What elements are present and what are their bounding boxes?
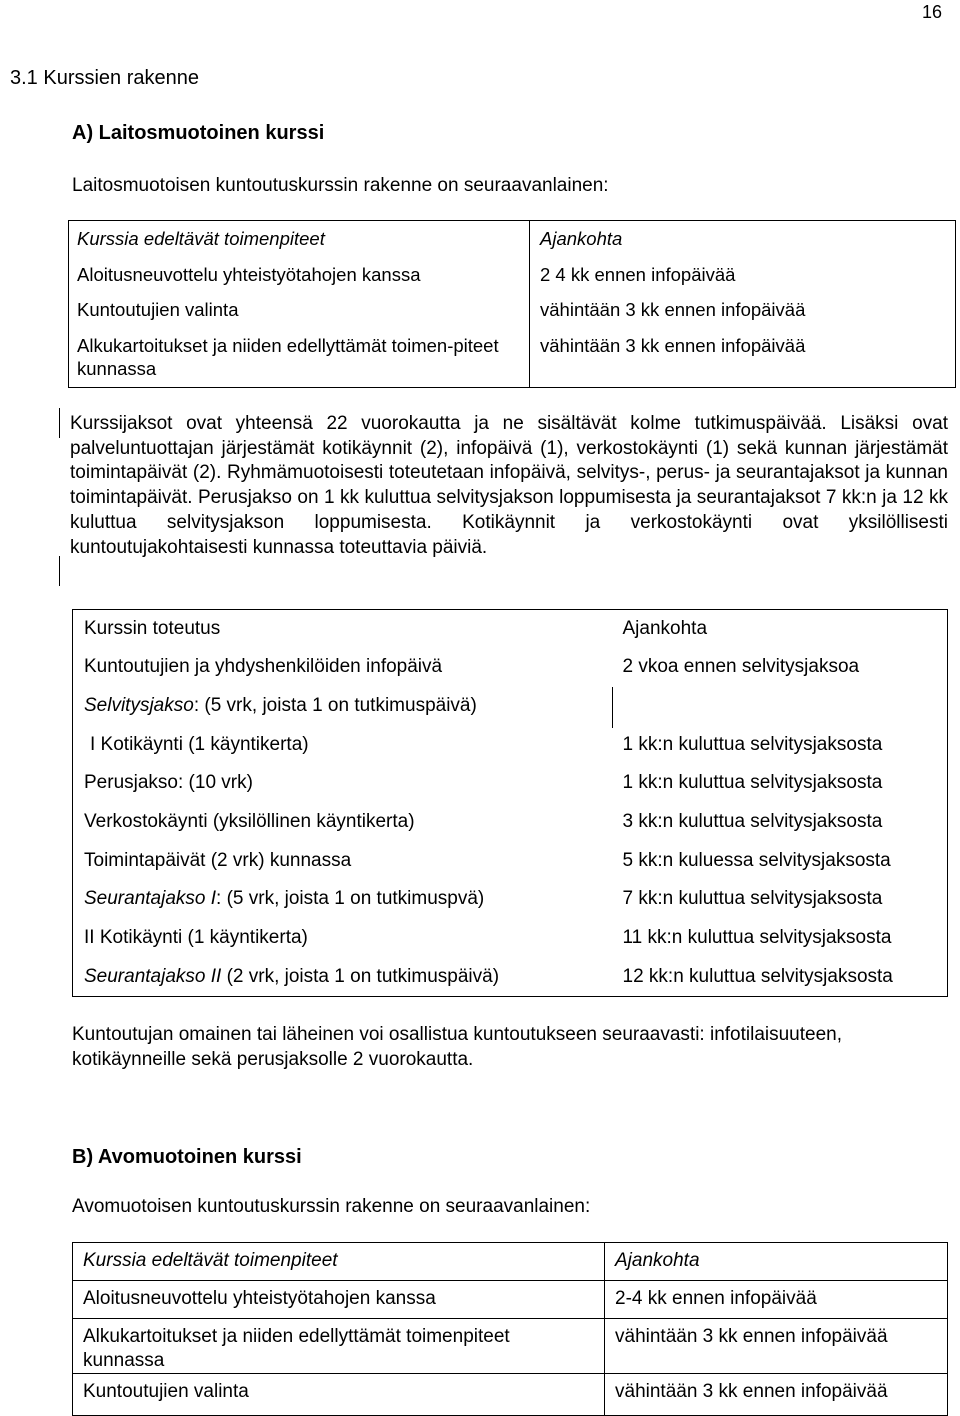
period-detail: (2 vrk, joista 1 on tutkimuspäivä)	[221, 965, 500, 987]
period-name: Selvitysjakso	[84, 694, 194, 716]
table-cell: Kuntoutujien valinta	[69, 294, 530, 329]
period-detail: : (5 vrk, joista 1 on tutkimuspäivä)	[193, 694, 477, 716]
part-b-intro: Avomuotoisen kuntoutuskurssin rakenne on seuraavanlainen:	[72, 1196, 591, 1217]
period-detail: : (5 vrk, joista 1 on tutkimuspvä)	[216, 888, 485, 910]
table-row	[73, 764, 948, 803]
table-cell: Toimintapäivät (2 vrk) kunnassa	[84, 849, 352, 871]
table-header-cell: Kurssin toteutus	[84, 618, 221, 639]
table-cell: 3 kk:n kuluttua selvitysjaksosta	[622, 810, 883, 832]
table-cell: Perusjakso: (10 vrk)	[84, 772, 253, 794]
period-name: Seurantajakso I	[84, 888, 217, 910]
table-cell: 2-4 kk ennen infopäivää	[605, 1281, 948, 1319]
table-header-cell: Ajankohta	[605, 1243, 948, 1281]
table-cell	[73, 958, 613, 997]
table-cell	[73, 880, 613, 919]
part-b-heading: B) Avomuotoinen kurssi	[72, 1146, 302, 1168]
table-row	[73, 648, 948, 687]
table-pre-course-b	[72, 1242, 948, 1416]
table-cell: Kuntoutujien valinta	[73, 1374, 605, 1416]
table-row	[69, 294, 956, 329]
table-cell: Aloitusneuvottelu yhteistyötahojen kanssa	[73, 1281, 605, 1319]
table-cell: Verkostokäynti (yksilöllinen käyntikerta)	[84, 810, 415, 832]
table-pre-course-a	[68, 220, 956, 388]
table-cell: 1 kk:n kuluttua selvitysjaksosta	[622, 733, 883, 755]
table-row	[73, 958, 948, 997]
table-row	[73, 880, 948, 919]
course-description-paragraph: Kurssijaksot ovat yhteensä 22 vuorokautta ja ne sisältävät kolme tutkimuspäivää. Lisäksi ovat palveluntuottajan järjestämät kotikäynnit (2), infopäivä (1), verkostokäynti (1) sekä kunnan järjestämät toimintapäivät (2). Ryhmämuotoisesti toteutetaan infopäivä, selvitys-, perus- ja seurantajaksot ja kunnan toimintapäivät. Perusjakso on 1 kk kuluttua selvitysjakson loppumisesta ja seurantajaksot 7 kk:n ja 12 kk kuluttua selvitysjakson loppumisesta. Kotikäynnit ja verkostokäynti ovat yksilöllisesti kuntoutujakohtaisesti kunnassa toteuttavia päiviä.	[70, 413, 948, 558]
section-title: 3.1 Kurssien rakenne	[10, 67, 200, 89]
table-row	[73, 1374, 948, 1416]
table-cell: 7 kk:n kuluttua selvitysjaksosta	[622, 888, 883, 910]
table-header-cell: Ajankohta	[622, 618, 708, 639]
relatives-participation-text: Kuntoutujan omainen tai läheinen voi osallistua kuntoutukseen seuraavasti: infotilaisuuteen, kotikäynneille sekä perusjaksolle 2 vuorokautta.	[72, 1024, 843, 1070]
table-cell	[73, 687, 613, 726]
table-cell: Alkukartoitukset ja niiden edellyttämät toimenpiteet kunnassa	[73, 1319, 605, 1374]
empty-cell-border	[612, 687, 948, 728]
table-row	[73, 919, 948, 958]
table-row	[73, 1281, 948, 1319]
table-row	[69, 330, 956, 388]
table-cell: 11 kk:n kuluttua selvitysjaksosta	[622, 927, 892, 948]
table-cell: 2 4 kk ennen infopäivää	[540, 263, 736, 285]
table-cell: Kuntoutujien ja yhdyshenkilöiden infopäivä	[84, 656, 443, 678]
table-cell: 1 kk:n kuluttua selvitysjaksosta	[622, 772, 883, 794]
table-header-cell: Kurssia edeltävät toimenpiteet	[73, 1243, 605, 1281]
table-cell: Alkukartoitukset ja niiden edellyttämät toimen-piteet kunnassa	[69, 330, 530, 388]
table-cell: 2 vkoa ennen selvitysjaksoa	[622, 656, 860, 678]
table-course-implementation	[72, 609, 948, 997]
table-cell: I Kotikäynti (1 käyntikerta)	[90, 733, 309, 755]
table-cell: Aloitusneuvottelu yhteistyötahojen kanssa	[69, 259, 530, 294]
table-cell: vähintään 3 kk ennen infopäivää	[605, 1319, 948, 1374]
table-cell: vähintään 3 kk ennen infopäivää	[540, 334, 806, 356]
table-row	[73, 803, 948, 842]
table-header-cell: Kurssia edeltävät toimenpiteet	[69, 221, 530, 259]
period-name: Seurantajakso II	[84, 965, 222, 987]
table-header-cell: Ajankohta	[540, 228, 623, 249]
table-row	[73, 726, 948, 765]
page-number: 16	[922, 2, 943, 22]
table-header-row	[73, 610, 948, 649]
table-row	[69, 259, 956, 294]
table-header-row	[73, 1243, 948, 1281]
revision-bar	[59, 556, 60, 586]
table-row	[73, 842, 948, 881]
revision-bar	[59, 408, 60, 438]
table-cell: II Kotikäynti (1 käyntikerta)	[84, 927, 308, 948]
table-cell: vähintään 3 kk ennen infopäivää	[540, 299, 806, 321]
part-a-intro: Laitosmuotoisen kuntoutuskurssin rakenne on seuraavanlainen:	[72, 175, 609, 196]
table-header-row	[69, 221, 956, 259]
part-a-heading: A) Laitosmuotoinen kurssi	[72, 122, 325, 144]
table-row	[73, 1319, 948, 1374]
table-cell: vähintään 3 kk ennen infopäivää	[605, 1374, 948, 1416]
table-cell: 5 kk:n kuluessa selvitysjaksosta	[622, 849, 891, 871]
table-cell: 12 kk:n kuluttua selvitysjaksosta	[622, 965, 893, 987]
